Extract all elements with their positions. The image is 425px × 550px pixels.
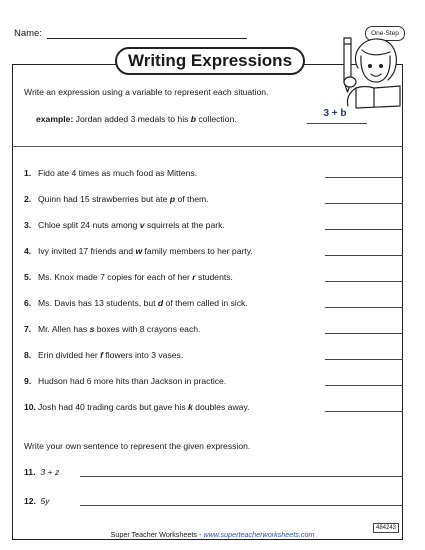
- question-variable: s: [89, 324, 95, 334]
- question-number: 4.: [24, 246, 32, 256]
- question-number: 8.: [24, 350, 32, 360]
- question-number: 2.: [24, 194, 32, 204]
- question-variable: d: [157, 298, 164, 308]
- question-variable: r: [192, 272, 196, 282]
- sentence-line-12[interactable]: [80, 505, 403, 506]
- worksheet-code: 484243: [373, 523, 399, 533]
- answer-line-5[interactable]: [325, 281, 403, 282]
- question-text: Ms. Davis has 13 students, but: [38, 298, 158, 308]
- sentence-line-11[interactable]: [80, 476, 403, 477]
- question-text-end: of them called in sick.: [163, 298, 248, 308]
- question-text: Hudson had 6 more hits than Jackson in practice.: [38, 376, 227, 386]
- question-12: [24, 496, 49, 506]
- answer-line-7[interactable]: [325, 333, 403, 334]
- question-text-end: students.: [195, 272, 233, 282]
- footer-url[interactable]: www.superteacherworksheets.com: [203, 530, 315, 539]
- question-variable: w: [135, 246, 143, 256]
- level-badge: One-Step: [365, 26, 405, 41]
- question-number: 1.: [24, 168, 32, 178]
- example-variable: b: [190, 114, 197, 124]
- question-number: 5.: [24, 272, 32, 282]
- example-label: example:: [36, 114, 74, 124]
- question-1: [24, 168, 197, 178]
- question-7: [24, 324, 200, 334]
- question-number: 11.: [24, 467, 36, 477]
- question-text-end: family members to her party.: [142, 246, 253, 256]
- question-8: [24, 350, 183, 360]
- name-field-line[interactable]: [47, 38, 247, 39]
- answer-line-10[interactable]: [325, 411, 403, 412]
- answer-line-2[interactable]: [325, 203, 403, 204]
- question-2: [24, 194, 209, 204]
- question-number: 9.: [24, 376, 32, 386]
- footer-brand: Super Teacher Worksheets -: [110, 530, 204, 539]
- worksheet-title: Writing Expressions: [115, 47, 305, 75]
- section-divider: [12, 146, 403, 147]
- question-text-end: flowers into 3 vases.: [102, 350, 184, 360]
- question-4: [24, 246, 253, 256]
- question-variable: v: [139, 220, 145, 230]
- answer-line-8[interactable]: [325, 359, 403, 360]
- question-variable: p: [169, 194, 176, 204]
- question-3: [24, 220, 225, 230]
- question-text: Ms. Knox made 7 copies for each of her: [38, 272, 193, 282]
- section2-instructions: Write your own sentence to represent the given expression.: [24, 441, 251, 451]
- example-sentence: [36, 114, 237, 124]
- question-text-end: squirrels at the park.: [144, 220, 225, 230]
- question-variable: f: [100, 350, 103, 360]
- question-text: Quinn had 15 strawberries but ate: [38, 194, 170, 204]
- question-11: [24, 467, 59, 477]
- question-text: Erin divided her: [38, 350, 101, 360]
- question-number: 6.: [24, 298, 32, 308]
- question-text: Ivy invited 17 friends and: [38, 246, 136, 256]
- question-number: 12.: [24, 496, 36, 506]
- question-number: 3.: [24, 220, 32, 230]
- question-text-end: doubles away.: [192, 402, 250, 412]
- answer-line-6[interactable]: [325, 307, 403, 308]
- question-9: [24, 376, 226, 386]
- question-variable: k: [188, 402, 193, 412]
- given-expression: 3 + z: [40, 467, 60, 477]
- given-expression: 5y: [40, 496, 50, 506]
- girl-with-pencil-illustration: [336, 34, 406, 112]
- question-6: [24, 298, 248, 308]
- instructions-text: Write an expression using a variable to represent each situation.: [24, 87, 269, 97]
- example-text-after: collection.: [196, 114, 237, 124]
- question-number: 10.: [24, 402, 36, 412]
- answer-line-3[interactable]: [325, 229, 403, 230]
- question-text: Fido ate 4 times as much food as Mittens.: [38, 168, 198, 178]
- name-label: Name:: [14, 28, 42, 39]
- question-text: Josh had 40 trading cards but gave his: [38, 402, 189, 412]
- answer-line-1[interactable]: [325, 177, 403, 178]
- question-text-end: boxes with 8 crayons each.: [94, 324, 201, 334]
- example-text-before: Jordan added 3 medals to his: [73, 114, 191, 124]
- question-text-end: of them.: [175, 194, 209, 204]
- footer: [0, 530, 425, 539]
- answer-line-9[interactable]: [325, 385, 403, 386]
- question-text: Mr. Allen has: [38, 324, 90, 334]
- example-answer-line: [307, 123, 367, 124]
- question-5: [24, 272, 233, 282]
- question-10: [24, 402, 250, 412]
- question-text: Chloe split 24 nuts among: [38, 220, 140, 230]
- question-number: 7.: [24, 324, 32, 334]
- answer-line-4[interactable]: [325, 255, 403, 256]
- example-answer: 3 + b: [323, 108, 347, 119]
